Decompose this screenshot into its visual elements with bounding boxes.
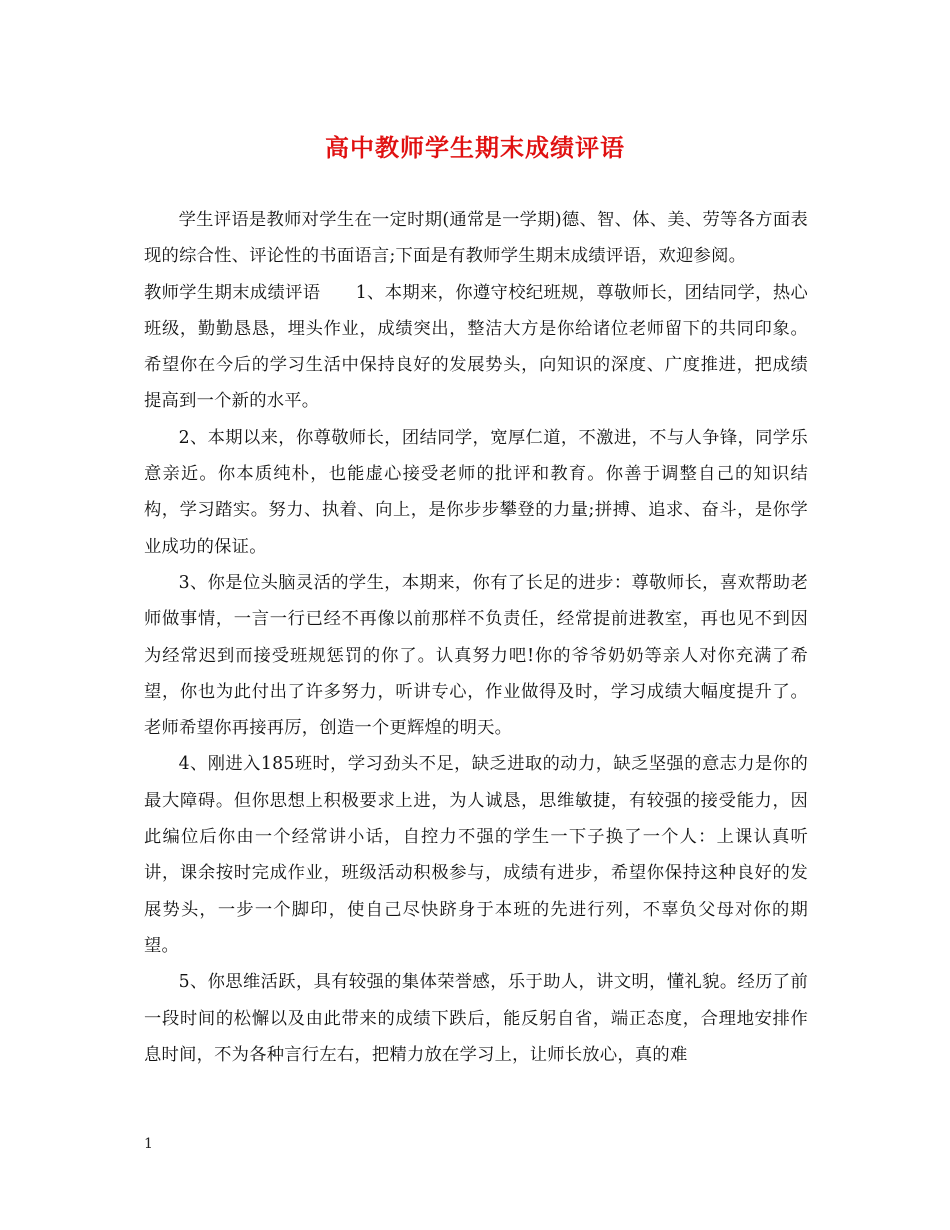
comment-paragraph-2: 2、本期以来，你尊敬师长，团结同学，宽厚仁道，不激进，不与人争锋，同学乐意亲近。你本质纯朴，也能虚心接受老师的批评和教育。你善于调整自己的知识结构，学习踏实。努力、执着、向上，是你步步攀登的力量;拼搏、追求、奋斗，是你学业成功的保证。	[144, 427, 808, 557]
comment-paragraph-4: 4、刚进入185班时，学习劲头不足，缺乏进取的动力，缺乏坚强的意志力是你的最大障碍。但你思想上积极要求上进，为人诚恳，思维敏捷，有较强的接受能力，因此编位后你由一个经常讲小话，自控力不强的学生一下子换了一个人：上课认真听讲，课余按时完成作业，班级活动积极参与，成绩有进步，希望你保持这种良好的发展势头，一步一个脚印，使自己尽快跻身于本班的先进行列，不辜负父母对你的期望。	[144, 754, 808, 956]
comment-paragraph-5: 5、你思维活跃，具有较强的集体荣誉感，乐于助人，讲文明，懂礼貌。经历了前一段时间的松懈以及由此带来的成绩下跌后，能反躬自省，端正态度，合理地安排作息时间，不为各种言行左右，把精力放在学习上，让师长放心，真的难	[144, 972, 808, 1065]
document-title: 高中教师学生期末成绩评语	[325, 133, 625, 162]
comment-paragraph-1: 教师学生期末成绩评语 1、本期来，你遵守校纪班规，尊敬师长，团结同学，热心班级，勤勤恳恳，埋头作业，成绩突出，整洁大方是你给诸位老师留下的共同印象。希望你在今后的学习生活中保持良好的发展势头，向知识的深度、广度推进，把成绩提高到一个新的水平。	[144, 282, 808, 412]
document-body	[144, 202, 808, 1073]
comment-paragraph-3: 3、你是位头脑灵活的学生，本期来，你有了长足的进步：尊敬师长，喜欢帮助老师做事情，一言一行已经不再像以前那样不负责任，经常提前进教室，再也见不到因为经常迟到而接受班规惩罚的你了。认真努力吧!你的爷爷奶奶等亲人对你充满了希望，你也为此付出了许多努力，听讲专心，作业做得及时，学习成绩大幅度提升了。老师希望你再接再厉，创造一个更辉煌的明天。	[144, 572, 808, 739]
intro-paragraph: 学生评语是教师对学生在一定时期(通常是一学期)德、智、体、美、劳等各方面表现的综合性、评论性的书面语言;下面是有教师学生期末成绩评语，欢迎参阅。	[144, 210, 808, 267]
page-number: 1	[144, 1136, 153, 1152]
